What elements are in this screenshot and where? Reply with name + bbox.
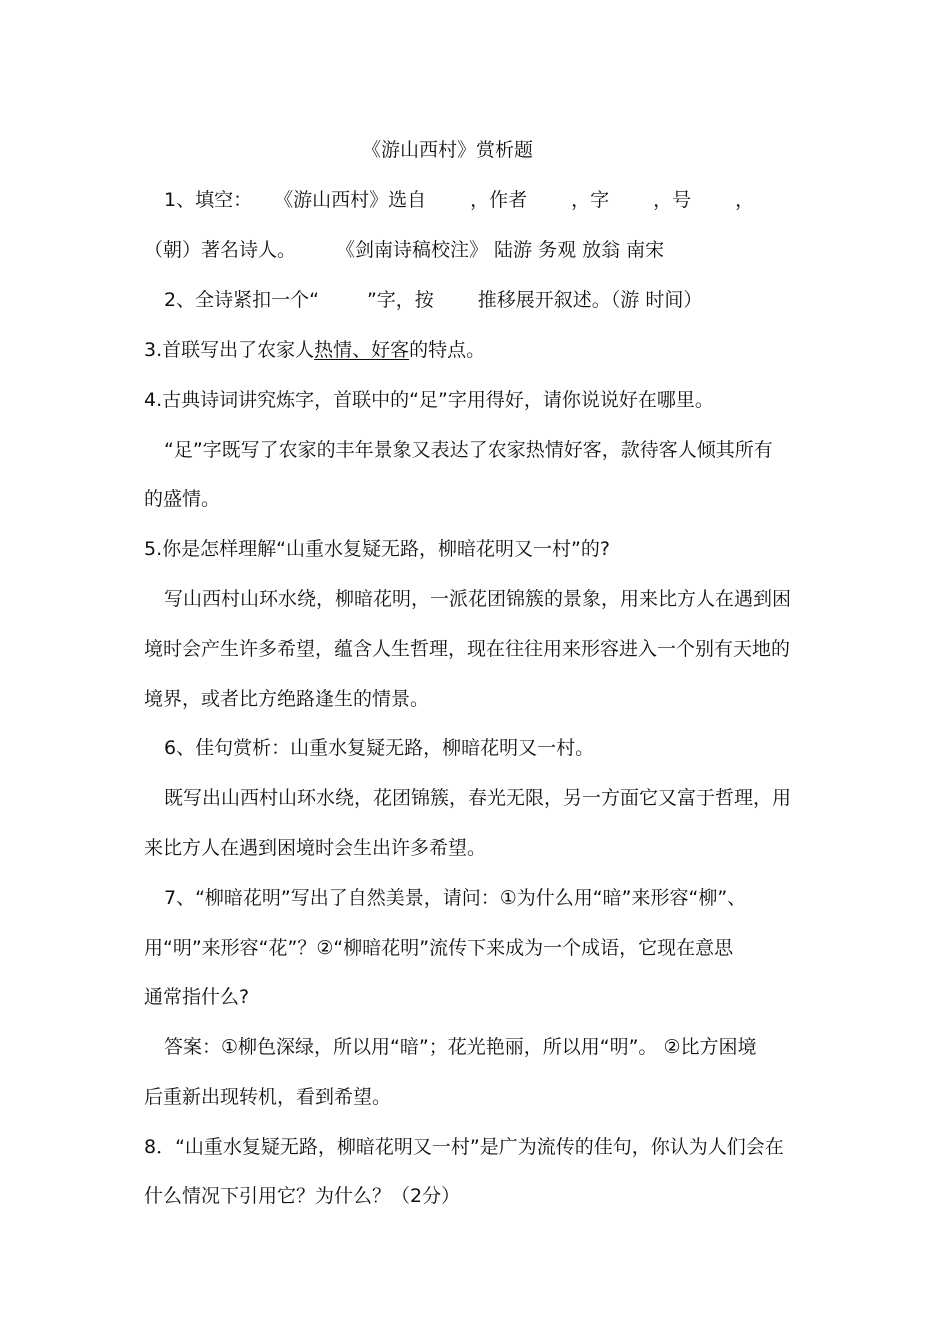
q4-answer-line2: 的盛情。 (144, 488, 221, 510)
q6-question: 6、佳句赏析：山重水复疑无路，柳暗花明又一村。 (164, 737, 595, 759)
q3-line (144, 337, 485, 363)
q1-line2-prefix: （朝）著名诗人。 (144, 239, 297, 261)
q1-line2 (144, 237, 664, 263)
q4-answer-line1: “足”字既写了农家的丰年景象又表达了农家热情好客，款待客人倾其所有 (164, 439, 773, 461)
q2-part2: ”字，按 (366, 289, 434, 311)
q7-answer-line2: 后重新出现转机，看到希望。 (144, 1086, 392, 1108)
q7-question-line3: 通常指什么? (144, 986, 250, 1008)
q3-prefix: 3.首联写出了农家人 (144, 339, 315, 361)
q7-question-line2: 用“明”来形容“花”？②“柳暗花明”流传下来成为一个成语，它现在意思 (144, 937, 734, 959)
q1-end-comma: ， (735, 189, 755, 211)
q1-line1 (164, 187, 754, 213)
q7-question-line1: 7、“柳暗花明”写出了自然美景，请问：①为什么用“暗”来形容“柳”、 (164, 887, 747, 909)
q1-prefix: 1、填空： (164, 189, 253, 211)
q5-answer-line3: 境界，或者比方绝路逢生的情景。 (144, 688, 430, 710)
q5-answer-line2: 境时会产生许多希望，蕴含人生哲理，现在往往用来形容进入一个别有天地的 (144, 638, 791, 660)
page-title: 《游山西村》赏析题 (361, 139, 533, 161)
q2-part1: 2、全诗紧扣一个“ (164, 289, 319, 311)
q5-answer-line1: 写山西村山环水绕，柳暗花明，一派花团锦簇的景象，用来比方人在遇到困 (164, 588, 792, 610)
q2-part3: 推移展开叙述。（游 时间） (477, 289, 703, 311)
q8-question-line2: 什么情况下引用它？为什么？（2分） (144, 1185, 461, 1207)
q6-answer-line1: 既写出山西村山环水绕，花团锦簇，春光无限，另一方面它又富于哲理，用 (164, 787, 792, 809)
q2-line (164, 287, 702, 313)
q4-question: 4.古典诗词讲究炼字，首联中的“足”字用得好，请你说说好在哪里。 (144, 389, 714, 411)
q7-answer-line1: 答案：①柳色深绿，所以用“暗”；花光艳丽，所以用“明”。 ②比方困境 (164, 1036, 757, 1058)
q5-question: 5.你是怎样理解“山重水复疑无路，柳暗花明又一村”的? (144, 538, 610, 560)
q1-hao-label: ，号 (653, 189, 692, 211)
q3-suffix: 的特点。 (409, 339, 486, 361)
q1-answers: 《剑南诗稿校注》 陆游 务观 放翁 南宋 (336, 239, 665, 261)
q1-author-label: ，作者 (470, 189, 528, 211)
q3-underlined-answer: 热情、好客 (314, 339, 410, 361)
q1-poem: 《游山西村》选自 (274, 189, 427, 211)
q6-answer-line2: 来比方人在遇到困境时会生出许多希望。 (144, 837, 487, 859)
q8-question-line1: 8．“山重水复疑无路，柳暗花明又一村”是广为流传的佳句，你认为人们会在 (144, 1136, 784, 1158)
q1-zi-label: ，字 (571, 189, 610, 211)
